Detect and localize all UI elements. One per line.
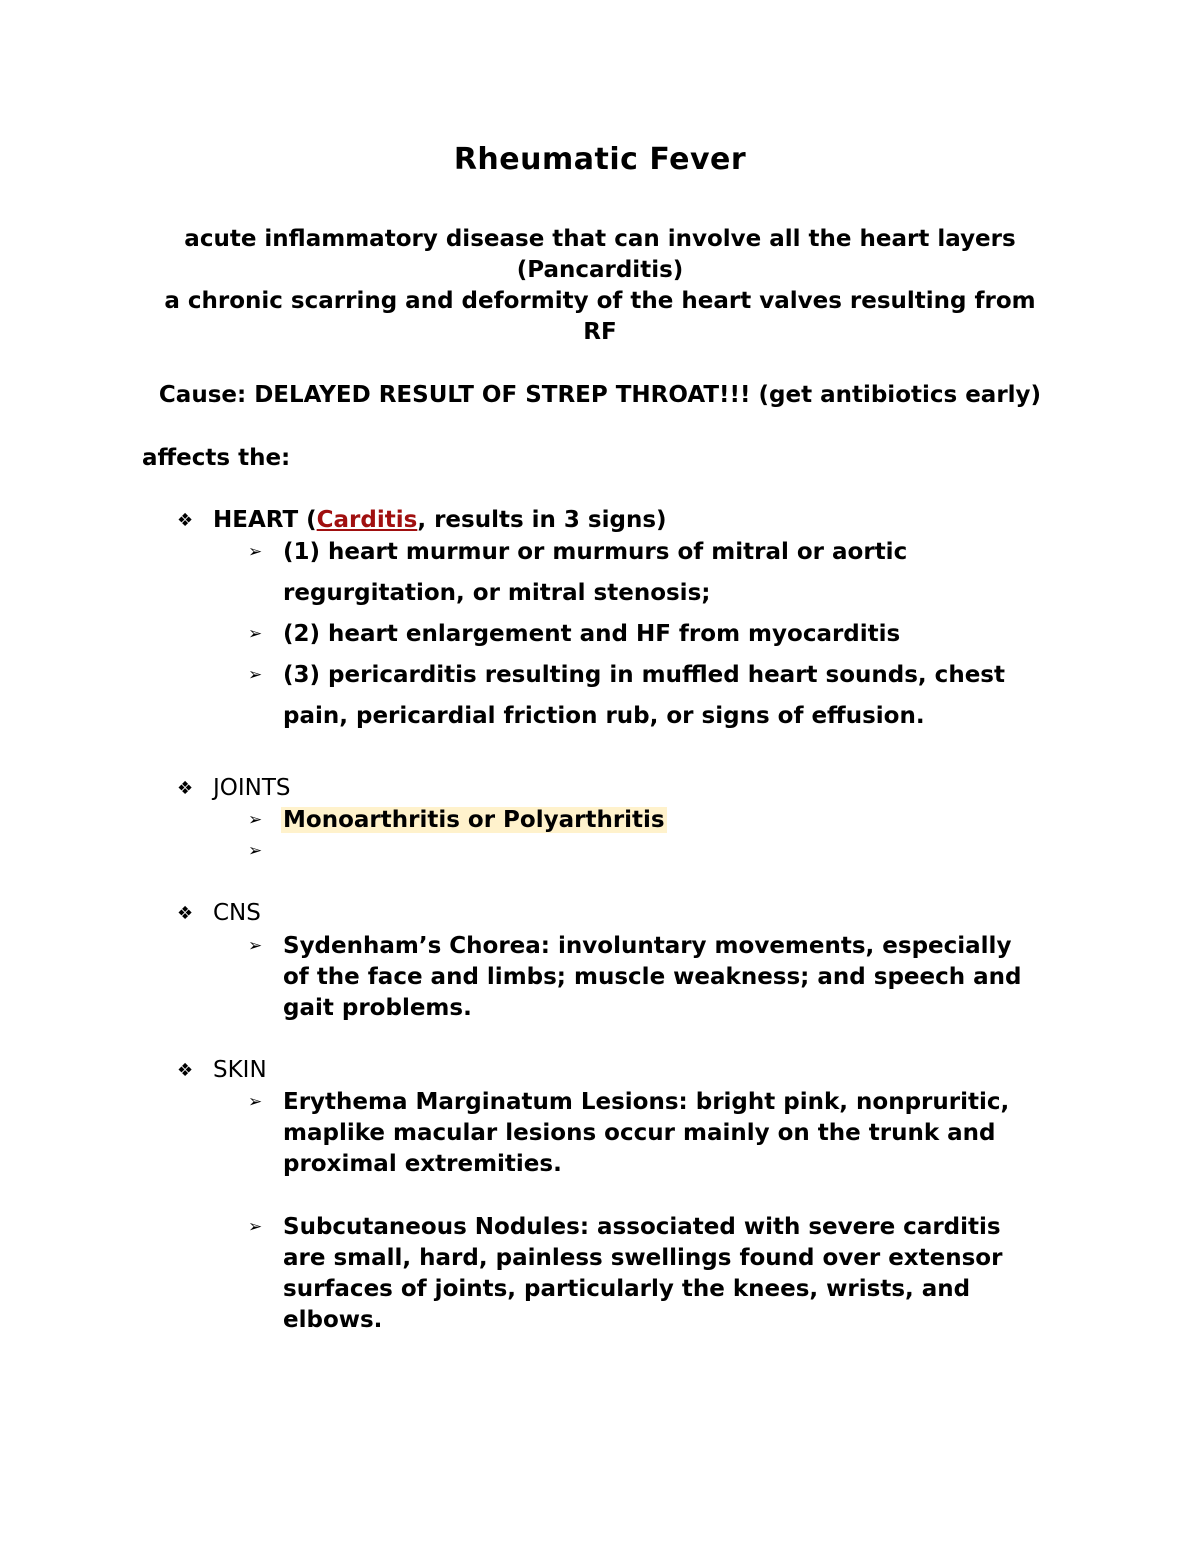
- erythema-line-1: Erythema Marginatum Lesions: bright pink, nonpruritic,: [283, 1089, 1010, 1115]
- diamond-bullet-icon: ❖: [177, 1060, 194, 1081]
- nodules-line-4: elbows.: [283, 1307, 383, 1333]
- intro-line-1: acute inflammatory disease that can involve all the heart layers: [184, 226, 1016, 252]
- intro-line-4: RF: [583, 319, 617, 345]
- diamond-bullet-icon: ❖: [177, 510, 194, 531]
- diamond-bullet-icon: ❖: [177, 903, 194, 924]
- heart-heading-prefix: HEART (: [213, 507, 317, 533]
- heart-sign-3-line-1: (3) pericarditis resulting in muffled heart sounds, chest: [283, 662, 1005, 688]
- highlighted-text: Monoarthritis or Polyarthritis: [283, 807, 665, 833]
- joints-heading: JOINTS: [213, 775, 291, 801]
- arrow-bullet-icon: ➢: [248, 810, 263, 830]
- erythema-line-3: proximal extremities.: [283, 1151, 562, 1177]
- arrow-bullet-icon: ➢: [248, 542, 263, 562]
- heart-sign-2: (2) heart enlargement and HF from myocarditis: [283, 621, 901, 647]
- erythema-line-2: maplike macular lesions occur mainly on the trunk and: [283, 1120, 996, 1146]
- heart-sign-3-line-2: pain, pericardial friction rub, or signs of effusion.: [283, 703, 925, 729]
- page-title: Rheumatic Fever: [453, 142, 747, 177]
- nodules-line-3: surfaces of joints, particularly the knees, wrists, and: [283, 1276, 971, 1302]
- heart-sign-1-line-1: (1) heart murmur or murmurs of mitral or aortic: [283, 539, 908, 565]
- cns-line-2: of the face and limbs; muscle weakness; and speech and: [283, 964, 1022, 990]
- intro-line-2: (Pancarditis): [516, 257, 684, 283]
- cns-line-3: gait problems.: [283, 995, 472, 1021]
- cns-line-1: Sydenham’s Chorea: involuntary movements, especially: [283, 933, 1012, 959]
- arrow-bullet-icon: ➢: [248, 665, 263, 685]
- arrow-bullet-icon: ➢: [248, 1217, 263, 1237]
- nodules-line-1: Subcutaneous Nodules: associated with severe carditis: [283, 1214, 1001, 1240]
- arrow-bullet-icon: ➢: [248, 936, 263, 956]
- arrow-bullet-icon: ➢: [248, 1092, 263, 1112]
- skin-heading: SKIN: [213, 1057, 267, 1083]
- arrow-bullet-icon: ➢: [248, 841, 263, 861]
- affects-heading: affects the:: [142, 445, 291, 471]
- heart-heading: [213, 505, 667, 536]
- cause-line: Cause: DELAYED RESULT OF STREP THROAT!!! (get antibiotics early): [158, 382, 1042, 408]
- intro-line-3: a chronic scarring and deformity of the heart valves resulting from: [164, 288, 1036, 314]
- carditis-link[interactable]: Carditis: [316, 507, 418, 533]
- arrow-bullet-icon: ➢: [248, 624, 263, 644]
- diamond-bullet-icon: ❖: [177, 778, 194, 799]
- heart-heading-suffix: , results in 3 signs): [417, 507, 667, 533]
- heart-sign-1-line-2: regurgitation, or mitral stenosis;: [283, 580, 711, 606]
- nodules-line-2: are small, hard, painless swellings found over extensor: [283, 1245, 1003, 1271]
- joints-item-1: [283, 805, 667, 836]
- cns-heading: CNS: [213, 900, 261, 926]
